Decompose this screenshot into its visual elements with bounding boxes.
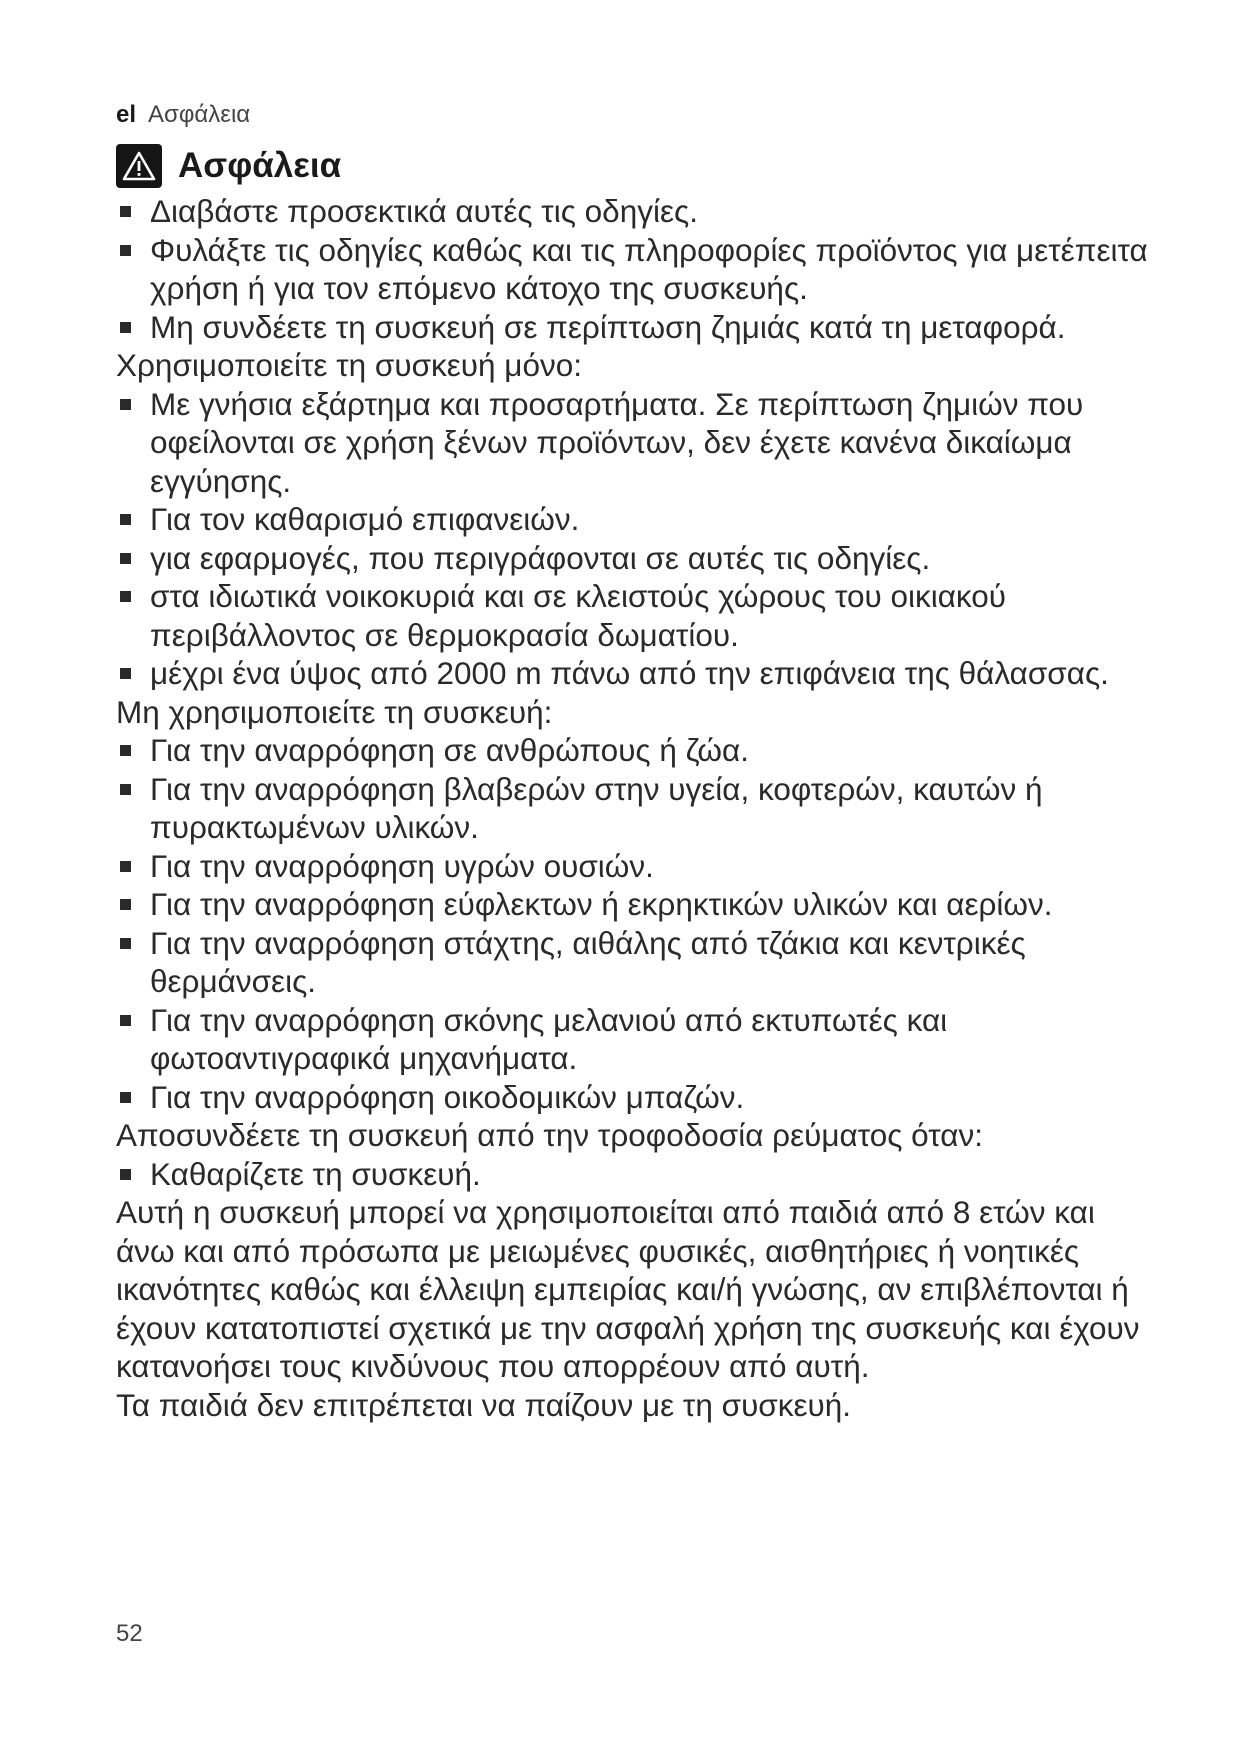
warning-triangle-icon	[116, 144, 162, 188]
children-paragraph: Αυτή η συσκευή μπορεί να χρησιμοποιείται από παιδιά από 8 ετών και άνω και από πρόσωπα με μειωμένες φυσικές, αισθητήριες ή νοητικές ικανότητες καθώς και έλλειψη εμπειρίας και/ή γνώσης, αν επιβλέπονται ή έχουν κατατοπιστεί σχετικά με την ασφαλή χρήση της συσκευής και έχουν κατανοήσει τους κινδύνους που απορρέουν από αυτή.	[116, 1194, 1140, 1384]
page-number: 52	[116, 1620, 143, 1647]
list-item: Με γνήσια εξάρτημα και προσαρτήματα. Σε περίπτωση ζημιών που οφείλονται σε χρήση ξένων προϊόντων, δεν έχετε κανένα δικαίωμα εγγύησης.	[116, 385, 1156, 501]
prohibited-use-list	[116, 731, 1156, 1116]
language-code: el	[116, 101, 137, 128]
unplug-intro: Αποσυνδέετε τη συσκευή από την τροφοδοσία ρεύματος όταν:	[116, 1117, 983, 1153]
general-instructions-list	[116, 192, 1156, 346]
list-item: Για την αναρρόφηση υγρών ουσιών.	[116, 847, 1156, 886]
list-item: Φυλάξτε τις οδηγίες καθώς και τις πληροφορίες προϊόντος για μετέπειτα χρήση ή για τον επόμενο κάτοχο της συσκευής.	[116, 231, 1156, 308]
section-heading	[116, 144, 1156, 188]
running-header	[116, 100, 1156, 130]
safety-text	[116, 192, 1156, 1424]
list-item: Για την αναρρόφηση οικοδομικών μπαζών.	[116, 1078, 1156, 1117]
list-item: για εφαρμογές, που περιγράφονται σε αυτές τις οδηγίες.	[116, 539, 1156, 578]
permitted-use-list	[116, 385, 1156, 693]
list-item: Για την αναρρόφηση σε ανθρώπους ή ζώα.	[116, 731, 1156, 770]
play-paragraph: Τα παιδιά δεν επιτρέπεται να παίζουν με τη συσκευή.	[116, 1386, 852, 1423]
use-intro: Χρησιμοποιείτε τη συσκευή μόνο:	[116, 347, 582, 383]
page-content	[116, 100, 1156, 1424]
list-item: Για την αναρρόφηση εύφλεκτων ή εκρηκτικών υλικών και αερίων.	[116, 885, 1156, 924]
list-item: Για την αναρρόφηση βλαβερών στην υγεία, κοφτερών, καυτών ή πυρακτωμένων υλικών.	[116, 770, 1156, 847]
no-use-intro: Μη χρησιμοποιείτε τη συσκευή:	[116, 693, 553, 730]
list-item: μέχρι ένα ύψος από 2000 m πάνω από την επιφάνεια της θάλασσας.	[116, 654, 1156, 693]
list-item: Για την αναρρόφηση στάχτης, αιθάλης από τζάκια και κεντρικές θερμάνσεις.	[116, 924, 1156, 1001]
list-item: Διαβάστε προσεκτικά αυτές τις οδηγίες.	[116, 192, 1156, 231]
list-item: Για τον καθαρισμό επιφανειών.	[116, 500, 1156, 539]
list-item: Για την αναρρόφηση σκόνης μελανιού από εκτυπωτές και φωτοαντιγραφικά μηχανήματα.	[116, 1001, 1156, 1078]
section-title: Ασφάλεια	[178, 146, 342, 185]
list-item: Καθαρίζετε τη συσκευή.	[116, 1155, 1156, 1194]
running-header-section: Ασφάλεια	[148, 101, 251, 128]
unplug-list	[116, 1155, 1156, 1194]
list-item: Μη συνδέετε τη συσκευή σε περίπτωση ζημιάς κατά τη μεταφορά.	[116, 308, 1156, 347]
list-item: στα ιδιωτικά νοικοκυριά και σε κλειστούς χώρους του οικιακού περιβάλλοντος σε θερμοκρασία δωματίου.	[116, 577, 1156, 654]
